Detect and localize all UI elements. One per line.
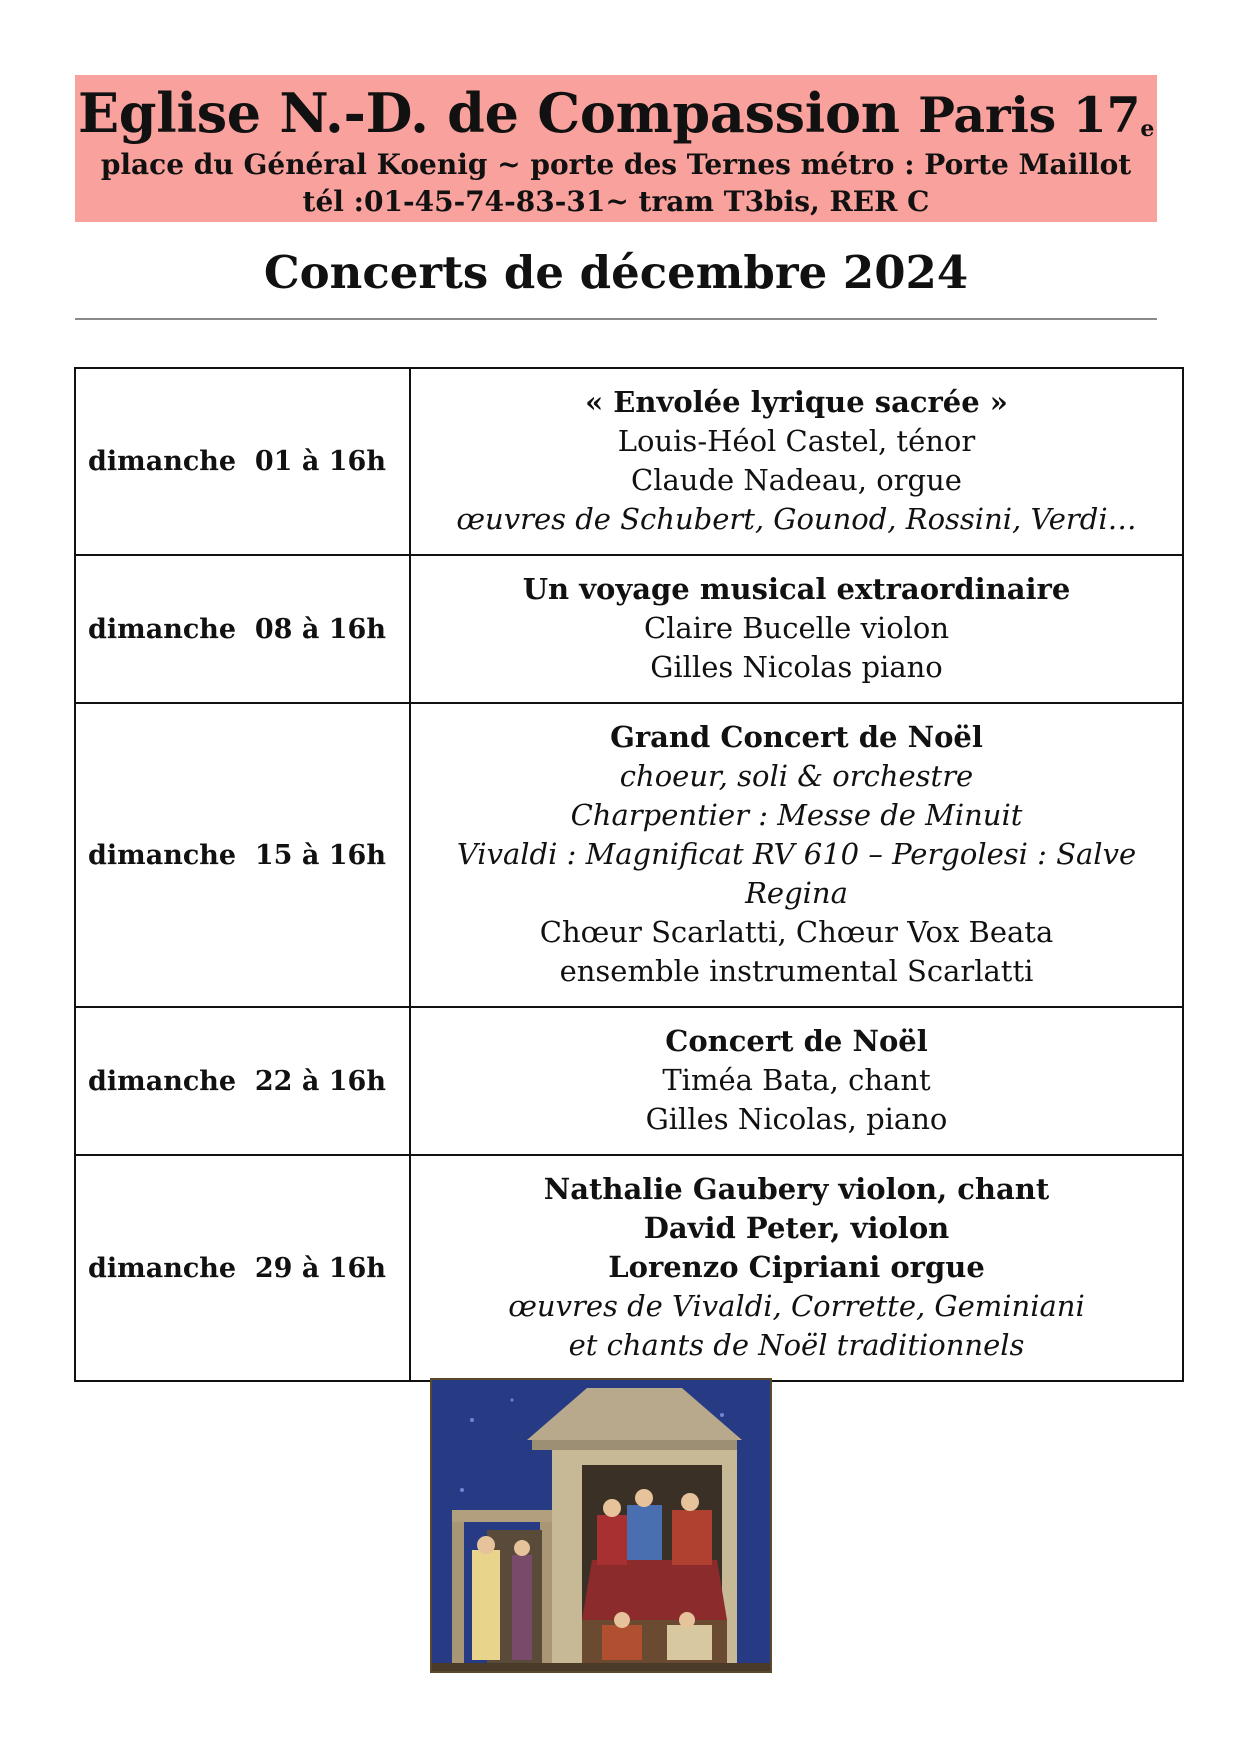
concert-title: Un voyage musical extraordinaire [522, 572, 1071, 606]
concert-line: Timéa Bata, chant [662, 1063, 931, 1097]
concert-line: David Peter, violon [643, 1211, 950, 1245]
title-divider [75, 318, 1157, 320]
concert-row [75, 703, 1183, 1007]
concert-row [75, 1155, 1183, 1381]
page-title: Concerts de décembre 2024 [263, 246, 969, 299]
church-contact: tél :01-45-74-83-31~ tram T3bis, RER C [302, 185, 930, 218]
concert-row [75, 555, 1183, 703]
concert-title: Concert de Noël [665, 1024, 928, 1058]
concert-details [410, 703, 1183, 1007]
concert-line: ensemble instrumental Scarlatti [559, 954, 1034, 988]
concert-line: œuvres de Schubert, Gounod, Rossini, Verdi… [456, 502, 1137, 536]
concert-details [410, 1155, 1183, 1381]
concert-line: Lorenzo Cipriani orgue [608, 1250, 985, 1284]
concert-details [410, 1007, 1183, 1155]
concert-line: Claude Nadeau, orgue [631, 463, 962, 497]
concert-details [410, 555, 1183, 703]
concert-line: choeur, soli & orchestre [619, 759, 974, 793]
concert-line: Vivaldi : Magnificat RV 610 – Pergolesi : Salve Regina [456, 837, 1137, 910]
nativity-fresco-image [430, 1378, 772, 1673]
concert-line: Chœur Scarlatti, Chœur Vox Beata [539, 915, 1054, 949]
concert-line: Charpentier : Messe de Minuit [570, 798, 1023, 832]
concert-date: dimanche 15 à 16h [75, 703, 410, 1007]
church-name-main: Eglise N.-D. de Compassion [77, 81, 919, 145]
church-header [75, 75, 1157, 222]
concert-title: Grand Concert de Noël [610, 720, 983, 754]
concert-program-table [74, 367, 1184, 1382]
concert-date: dimanche 01 à 16h [75, 368, 410, 555]
concert-line: Louis-Héol Castel, ténor [617, 424, 976, 458]
concert-date: dimanche 22 à 16h [75, 1007, 410, 1155]
arrondissement-suffix: e [1140, 116, 1155, 142]
concert-line: et chants de Noël traditionnels [568, 1328, 1025, 1362]
concert-title: « Envolée lyrique sacrée » [585, 385, 1008, 419]
concert-row [75, 1007, 1183, 1155]
church-address: place du Général Koenig ~ porte des Ternes métro : Porte Maillot [100, 148, 1132, 181]
concert-line: Gilles Nicolas piano [650, 650, 943, 684]
concert-line: Claire Bucelle violon [643, 611, 950, 645]
concert-row [75, 368, 1183, 555]
concert-line: œuvres de Vivaldi, Corrette, Geminiani [508, 1289, 1085, 1323]
concert-line: Gilles Nicolas, piano [645, 1102, 948, 1136]
concert-date: dimanche 08 à 16h [75, 555, 410, 703]
concert-details [410, 368, 1183, 555]
concert-title: Nathalie Gaubery violon, chant [543, 1172, 1050, 1206]
church-name [75, 75, 1157, 145]
church-city: Paris 17 [918, 86, 1141, 144]
concert-date: dimanche 29 à 16h [75, 1155, 410, 1381]
